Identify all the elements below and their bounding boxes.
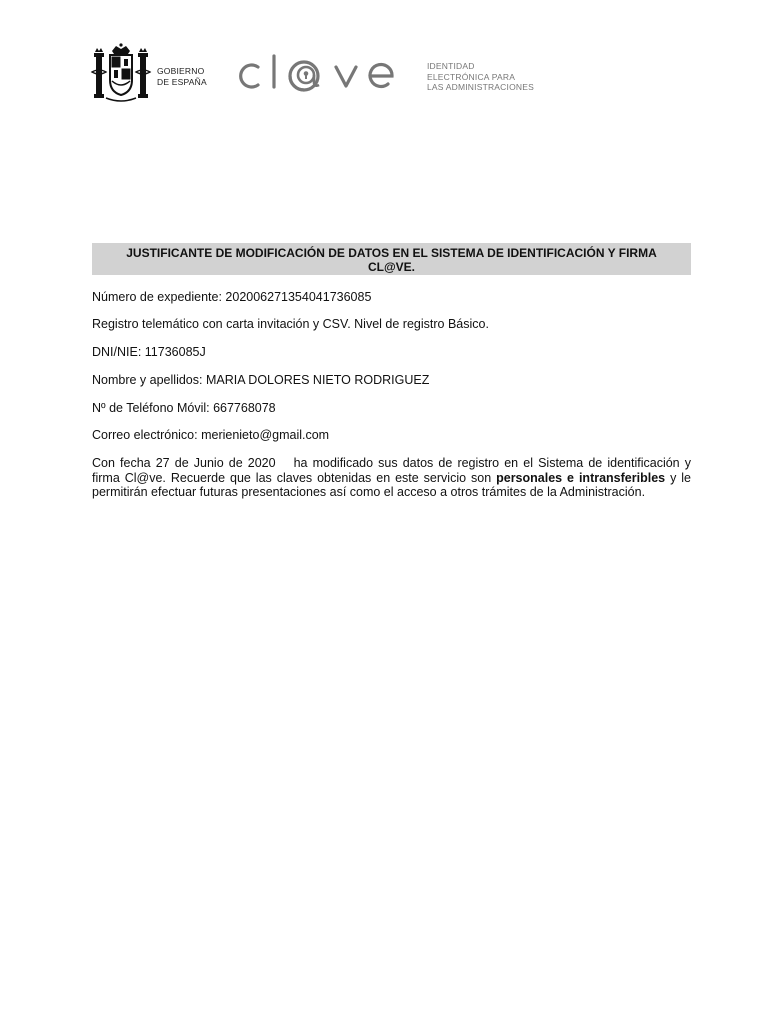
gobierno-de-espana-text: GOBIERNO DE ESPAÑA [157,66,207,87]
nombre-apellidos: Nombre y apellidos: MARIA DOLORES NIETO RODRIGUEZ [92,373,430,387]
document-header [0,0,768,120]
clave-tagline: IDENTIDAD ELECTRÓNICA PARA LAS ADMINISTRACIONES [427,61,534,92]
dni-nie: DNI/NIE: 11736085J [92,345,206,359]
paragraph-body: ha modificado sus datos de registro en el Sistema de identificación y firma Cl@ve. Recuerde que las claves obtenidas en este servicio son [92,456,691,485]
expediente-number: Número de expediente: 202006271354041736085 [92,290,372,304]
document-title: JUSTIFICANTE DE MODIFICACIÓN DE DATOS EN EL SISTEMA DE IDENTIFICACIÓN Y FIRMA CL@VE. [92,243,691,275]
modification-paragraph [92,456,691,500]
correo-electronico: Correo electrónico: merienieto@gmail.com [92,428,330,442]
gobierno-de-espana-logo [90,42,210,104]
registro-info: Registro telemático con carta invitación y CSV. Nivel de registro Básico. [92,317,489,331]
paragraph-date: Con fecha 27 de Junio de 2020 [92,456,276,470]
telefono-movil: Nº de Teléfono Móvil: 667768078 [92,401,276,415]
paragraph-end: y le permitirán efectuar futuras presentaciones así como el acceso a otros trámites de la Administración. [92,470,691,499]
paragraph-bold: personales e intransferibles [496,470,666,485]
clave-wordmark-logo [236,50,426,100]
coat-of-arms-icon [90,42,152,104]
